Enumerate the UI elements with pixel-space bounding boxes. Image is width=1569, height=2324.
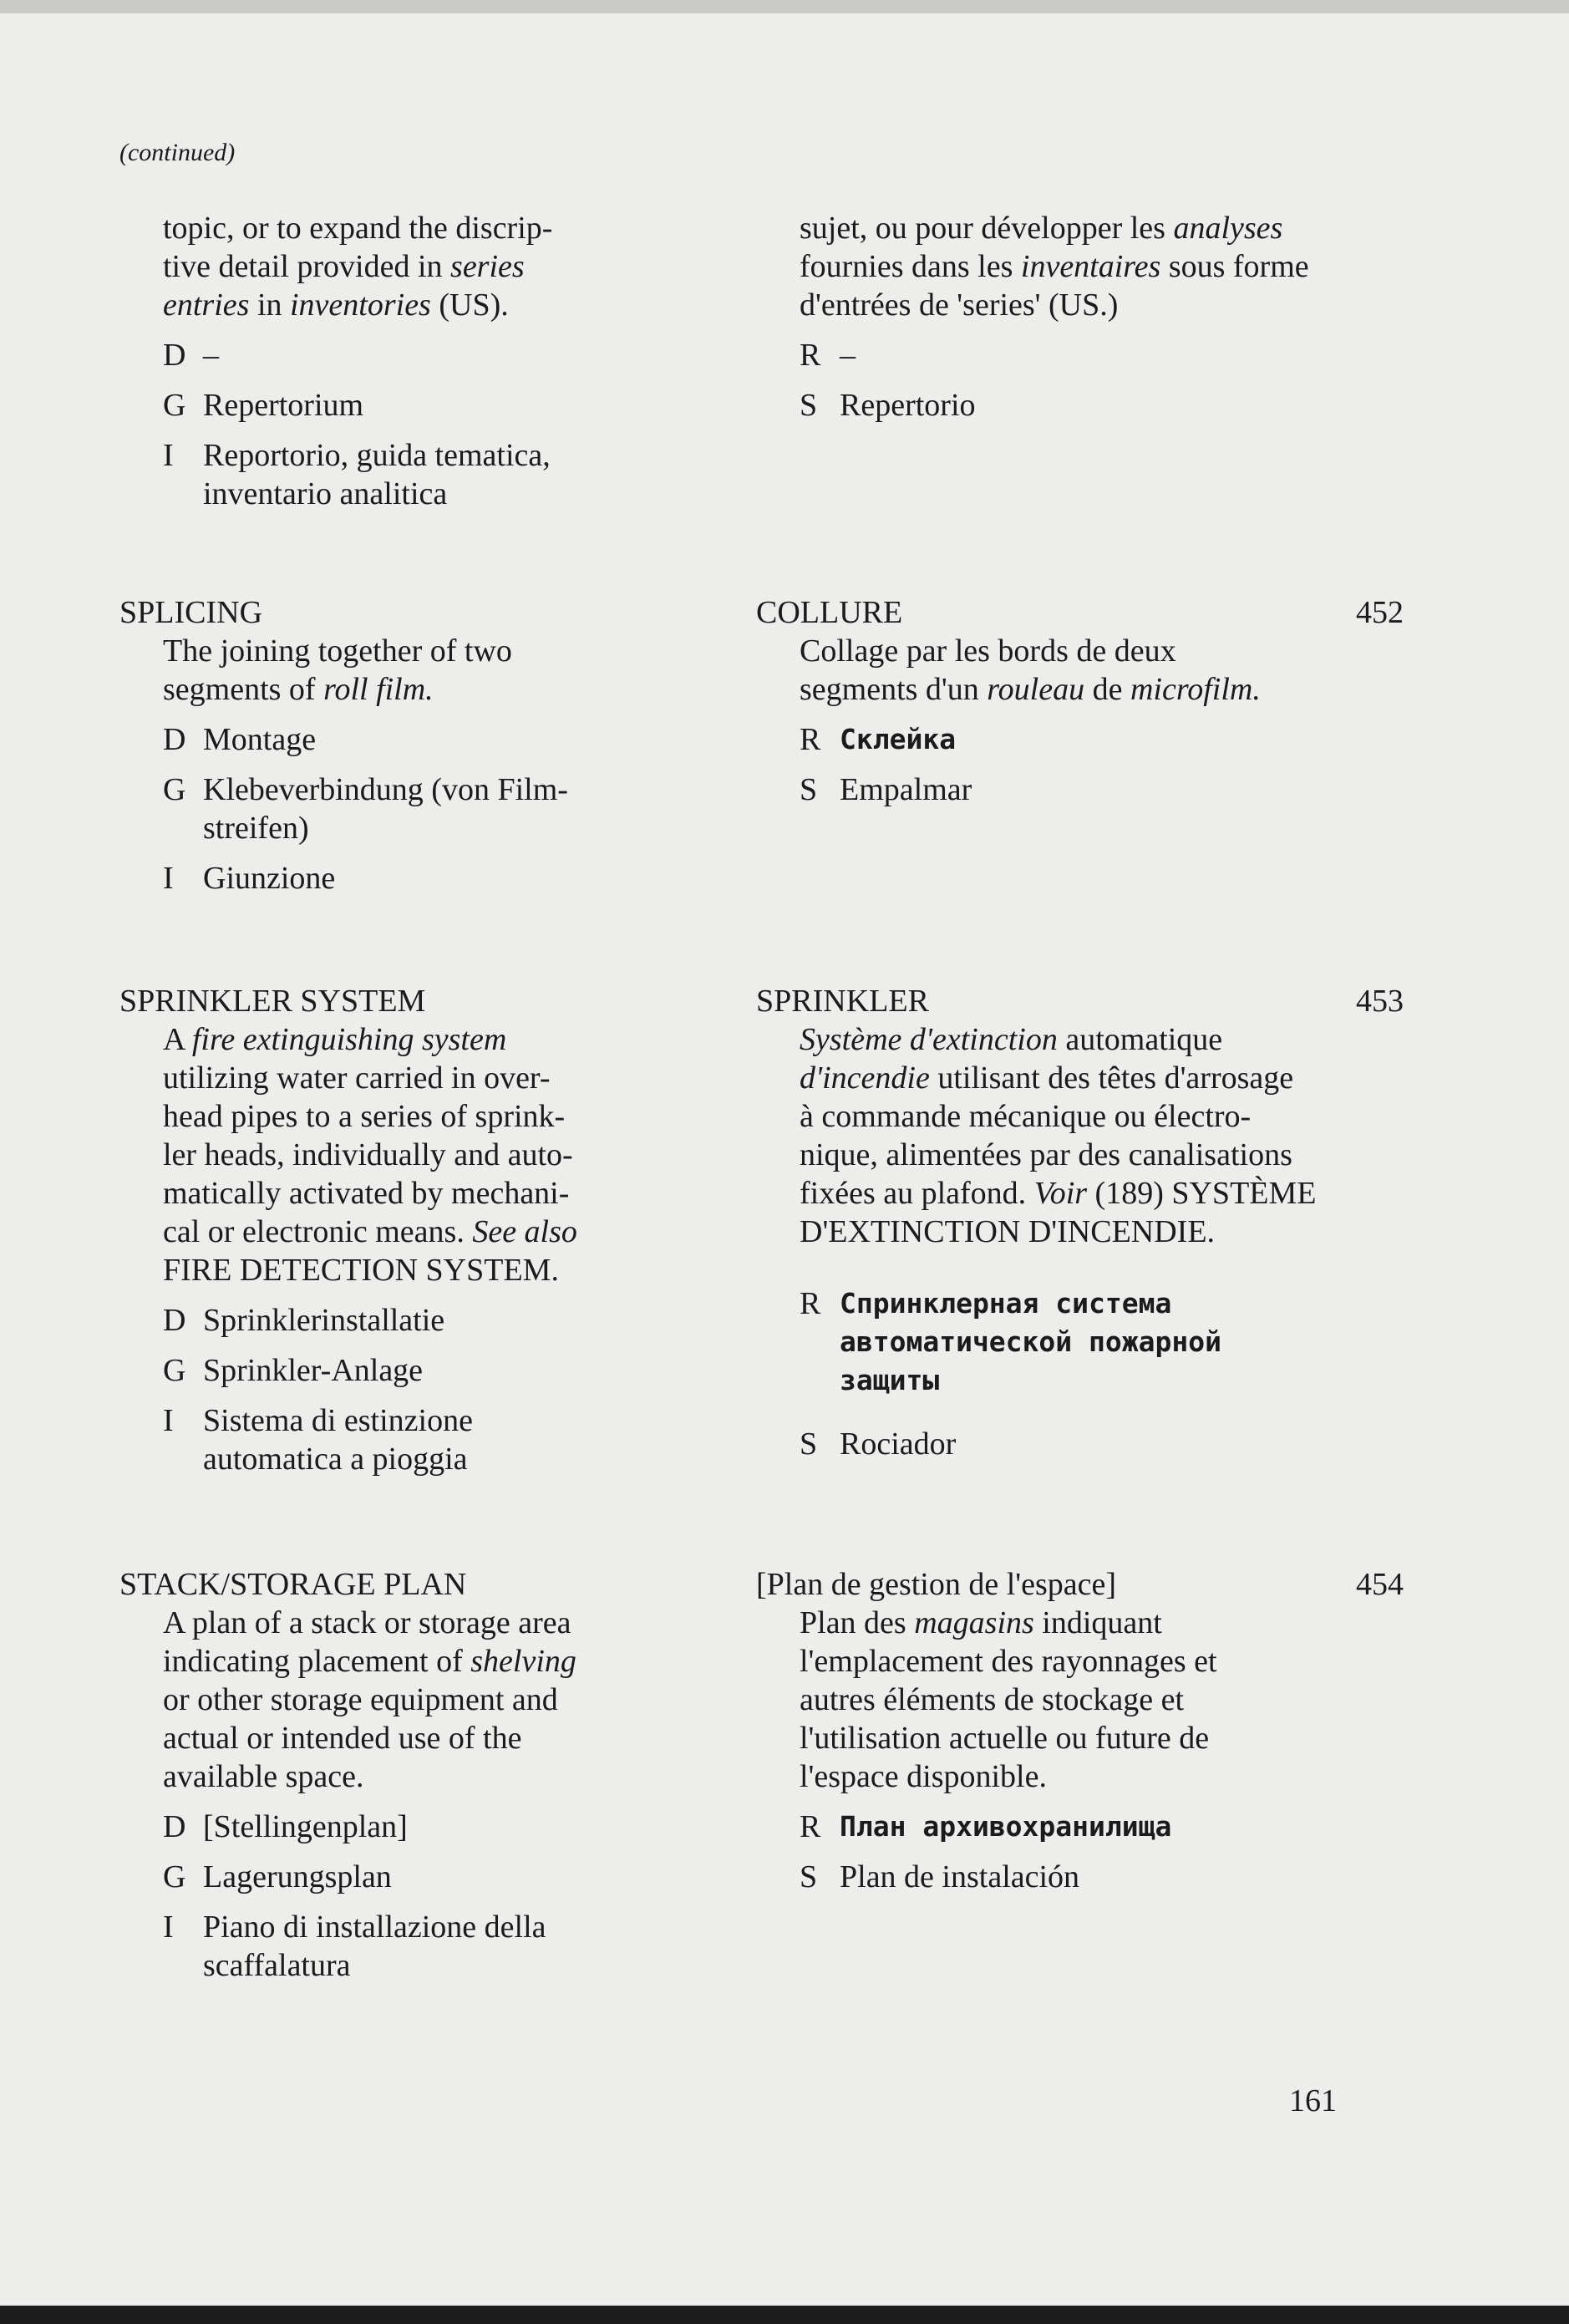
term-dutch: D [Stellingenplan] xyxy=(163,1809,408,1844)
headword-en: STACK/STORAGE PLAN xyxy=(119,1567,467,1602)
definition-fr: sujet, ou pour développer les analyses fournies dans les inventaires sous forme d'entrées de 'series' (US.) xyxy=(800,211,1309,323)
page-number: 161 xyxy=(1289,2083,1337,2118)
term-spanish: S Empalmar xyxy=(800,772,972,807)
headword-fr: [Plan de gestion de l'espace] xyxy=(756,1567,1117,1602)
bottom-edge xyxy=(0,2306,1569,2324)
term-italian: I Giunzione xyxy=(163,861,336,896)
definition-fr: Plan des magasins indiquant l'emplacement des rayonnages et autres éléments de stockage et l'utilisation actuelle ou future de l'espace disponible. xyxy=(800,1605,1217,1794)
term-dutch: D – xyxy=(163,338,219,373)
entry-453-fr xyxy=(756,982,1408,1463)
term-italian: I Sistema di estinzione automatica a pioggia xyxy=(163,1403,473,1477)
entry-number: 453 xyxy=(1356,984,1404,1019)
term-german: G Sprinkler-Anlage xyxy=(163,1353,424,1388)
term-spanish: S Plan de instalación xyxy=(800,1859,1080,1894)
term-german: G Klebeverbindung (von Film- streifen) xyxy=(163,772,568,846)
definition-fr: Système d'extinction automatique d'incendie utilisant des têtes d'arrosage à commande mécanique ou électro- nique, alimentées par des canalisations fixées au plafond. Voir (189) SYSTÈME D'EXTINCTION D'INCENDIE. xyxy=(800,1022,1317,1249)
term-italian: I Piano di installazione della scaffalatura xyxy=(163,1910,546,1983)
entry-452-fr xyxy=(756,593,1408,809)
definition-en: The joining together of two segments of roll film. xyxy=(163,633,512,707)
term-russian: R План архивохранилища xyxy=(800,1809,1172,1844)
headword-fr: COLLURE xyxy=(756,595,903,630)
definition-en: A plan of a stack or storage area indicating placement of shelving or other storage equipment and actual or intended use of the available space. xyxy=(163,1605,576,1794)
term-italian: I Reportorio, guida tematica, inventario analitica xyxy=(163,438,551,511)
top-edge xyxy=(0,0,1569,13)
headword-fr: SPRINKLER xyxy=(756,984,929,1019)
headword-en: SPLICING xyxy=(119,595,263,630)
entry-453-en xyxy=(119,982,763,1478)
term-spanish: S Repertorio xyxy=(800,388,976,423)
term-german: G Repertorium xyxy=(163,388,364,423)
headword-en: SPRINKLER SYSTEM xyxy=(119,984,426,1019)
definition-en: topic, or to expand the discrip- tive detail provided in series entries in inventories (US). xyxy=(163,211,553,323)
entry-continued-en xyxy=(119,209,763,513)
entry-454-en xyxy=(119,1565,763,1985)
entry-continued-fr xyxy=(756,209,1408,425)
term-spanish: S Rociador xyxy=(800,1426,957,1462)
entry-452-en xyxy=(119,593,763,898)
term-russian: R Склейка xyxy=(800,722,957,757)
entry-number: 454 xyxy=(1356,1567,1404,1602)
term-dutch: D Sprinklerinstallatie xyxy=(163,1303,445,1338)
entry-number: 452 xyxy=(1356,595,1404,630)
term-german: G Lagerungsplan xyxy=(163,1859,392,1894)
term-russian: R Спринклерная система автоматической пожарной защиты xyxy=(800,1286,1221,1396)
definition-en: A fire extinguishing system utilizing water carried in over- head pipes to a series of sprink- ler heads, individually and auto- matically activated by mechani- cal or electronic means. See also FIRE DETECTION SYSTEM. xyxy=(163,1022,577,1288)
entry-454-fr xyxy=(756,1565,1408,1896)
definition-fr: Collage par les bords de deux segments d'un rouleau de microfilm. xyxy=(800,633,1261,707)
term-dutch: D Montage xyxy=(163,722,317,757)
continued-label: (continued) xyxy=(119,139,236,166)
term-russian: R – xyxy=(800,338,856,373)
